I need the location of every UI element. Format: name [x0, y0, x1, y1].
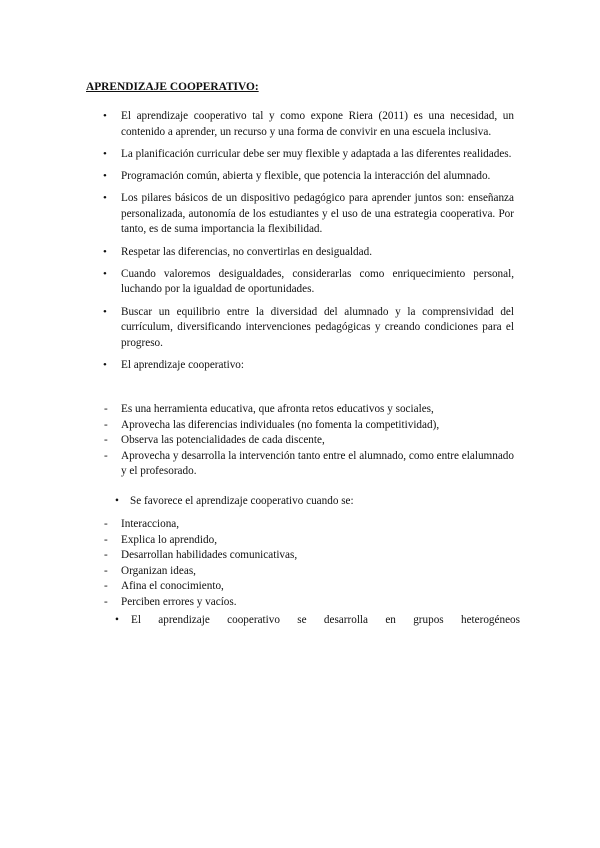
dash-item: [0, 595, 600, 611]
dash-icon: -: [104, 518, 108, 530]
dash-text: Perciben errores y vacíos.: [121, 595, 237, 608]
bullet-icon: •: [103, 267, 107, 280]
bullet-icon: •: [103, 169, 107, 182]
dash-text: Organizan ideas,: [121, 564, 196, 577]
bullet-icon: •: [103, 358, 107, 371]
bullet-icon: •: [103, 305, 107, 318]
bullet-text: Buscar un equilibrio entre la diversidad del alumnado y la comprensividad del currículum, diversificando intervenciones pedagógicas y creando condiciones para el progreso.: [121, 305, 514, 349]
bullet-item: [0, 245, 600, 261]
bullet-item: [0, 169, 600, 185]
bullet-text: Cuando valoremos desigualdades, considerarlas como enriquecimiento personal, luchando por la igualdad de oportunidades.: [121, 267, 514, 296]
dash-icon: -: [104, 434, 108, 447]
bullet-text: Los pilares básicos de un dispositivo pedagógico para aprender juntos son: enseñanza personalizada, autonomía de los estudiantes y el uso de una estrategia cooperativa. Por tanto, es de suma importancia la flexibilidad.: [121, 192, 514, 236]
dash-item: [0, 579, 600, 595]
dash-text: Explica lo aprendido,: [121, 533, 217, 546]
bullet-icon: •: [115, 495, 119, 507]
dash-text: Aprovecha y desarrolla la intervención tanto entre el alumnado, como entre elalumnado y el profesorado.: [121, 449, 514, 478]
dash-icon: -: [104, 595, 108, 608]
dash-icon: -: [104, 449, 108, 462]
bullet-item: [0, 267, 600, 298]
bullet-text: Respetar las diferencias, no convertirlas en desigualdad.: [121, 245, 373, 258]
dash-icon: -: [104, 418, 108, 431]
dash-icon: -: [104, 549, 108, 562]
bullet-icon: •: [103, 245, 107, 258]
bullet-item: [0, 147, 600, 163]
dash-item: [0, 418, 600, 434]
bullet-text: La planificación curricular debe ser muy flexible y adaptada a las diferentes realidades.: [121, 147, 512, 160]
bullet-icon: •: [115, 614, 119, 626]
bullet-icon: •: [103, 147, 107, 160]
dash-item: [0, 533, 600, 549]
dash-list-characteristics: [0, 402, 600, 480]
bullet-item: [0, 109, 600, 140]
bullet-list: [0, 109, 600, 380]
dash-item: [0, 433, 600, 449]
dash-text: Observa las potencialidades de cada discente,: [121, 434, 325, 447]
dash-text: Aprovecha las diferencias individuales (no fomenta la competitividad),: [121, 418, 440, 431]
bullet-text: Se favorece el aprendizaje cooperativo cuando se:: [130, 495, 354, 507]
bullet-text: El aprendizaje cooperativo tal y como expone Riera (2011) es una necesidad, un contenido a aprender, un recurso y una forma de convivir en una escuela inclusiva.: [121, 110, 514, 138]
dash-text: Interacciona,: [121, 518, 180, 530]
bullet-text: El aprendizaje cooperativo:: [121, 358, 245, 371]
dash-text: Es una herramienta educativa, que afronta retos educativos y sociales,: [121, 403, 434, 415]
dash-icon: -: [104, 403, 108, 415]
dash-item: [0, 402, 600, 418]
bullet-item: [0, 305, 600, 352]
dash-icon: -: [104, 564, 108, 577]
dash-item: [0, 517, 600, 533]
dash-icon: -: [104, 580, 108, 593]
dash-item: [0, 564, 600, 580]
dash-list-conditions: [0, 517, 600, 611]
bullet-text: El aprendizaje cooperativo se desarrolla en grupos heterogéneos: [131, 614, 520, 626]
bullet-icon: •: [103, 192, 107, 205]
dash-icon: -: [104, 533, 108, 546]
bullet-icon: •: [103, 110, 107, 122]
bullet-text: Programación común, abierta y flexible, que potencia la interacción del alumnado.: [121, 169, 491, 182]
dash-text: Afina el conocimiento,: [121, 580, 224, 593]
dash-text: Desarrollan habilidades comunicativas,: [121, 549, 298, 562]
dash-item: [0, 449, 600, 480]
bullet-item: [0, 358, 600, 374]
dash-item: [0, 548, 600, 564]
bullet-item: [0, 191, 600, 238]
section-title: APRENDIZAJE COOPERATIVO:: [86, 81, 259, 93]
